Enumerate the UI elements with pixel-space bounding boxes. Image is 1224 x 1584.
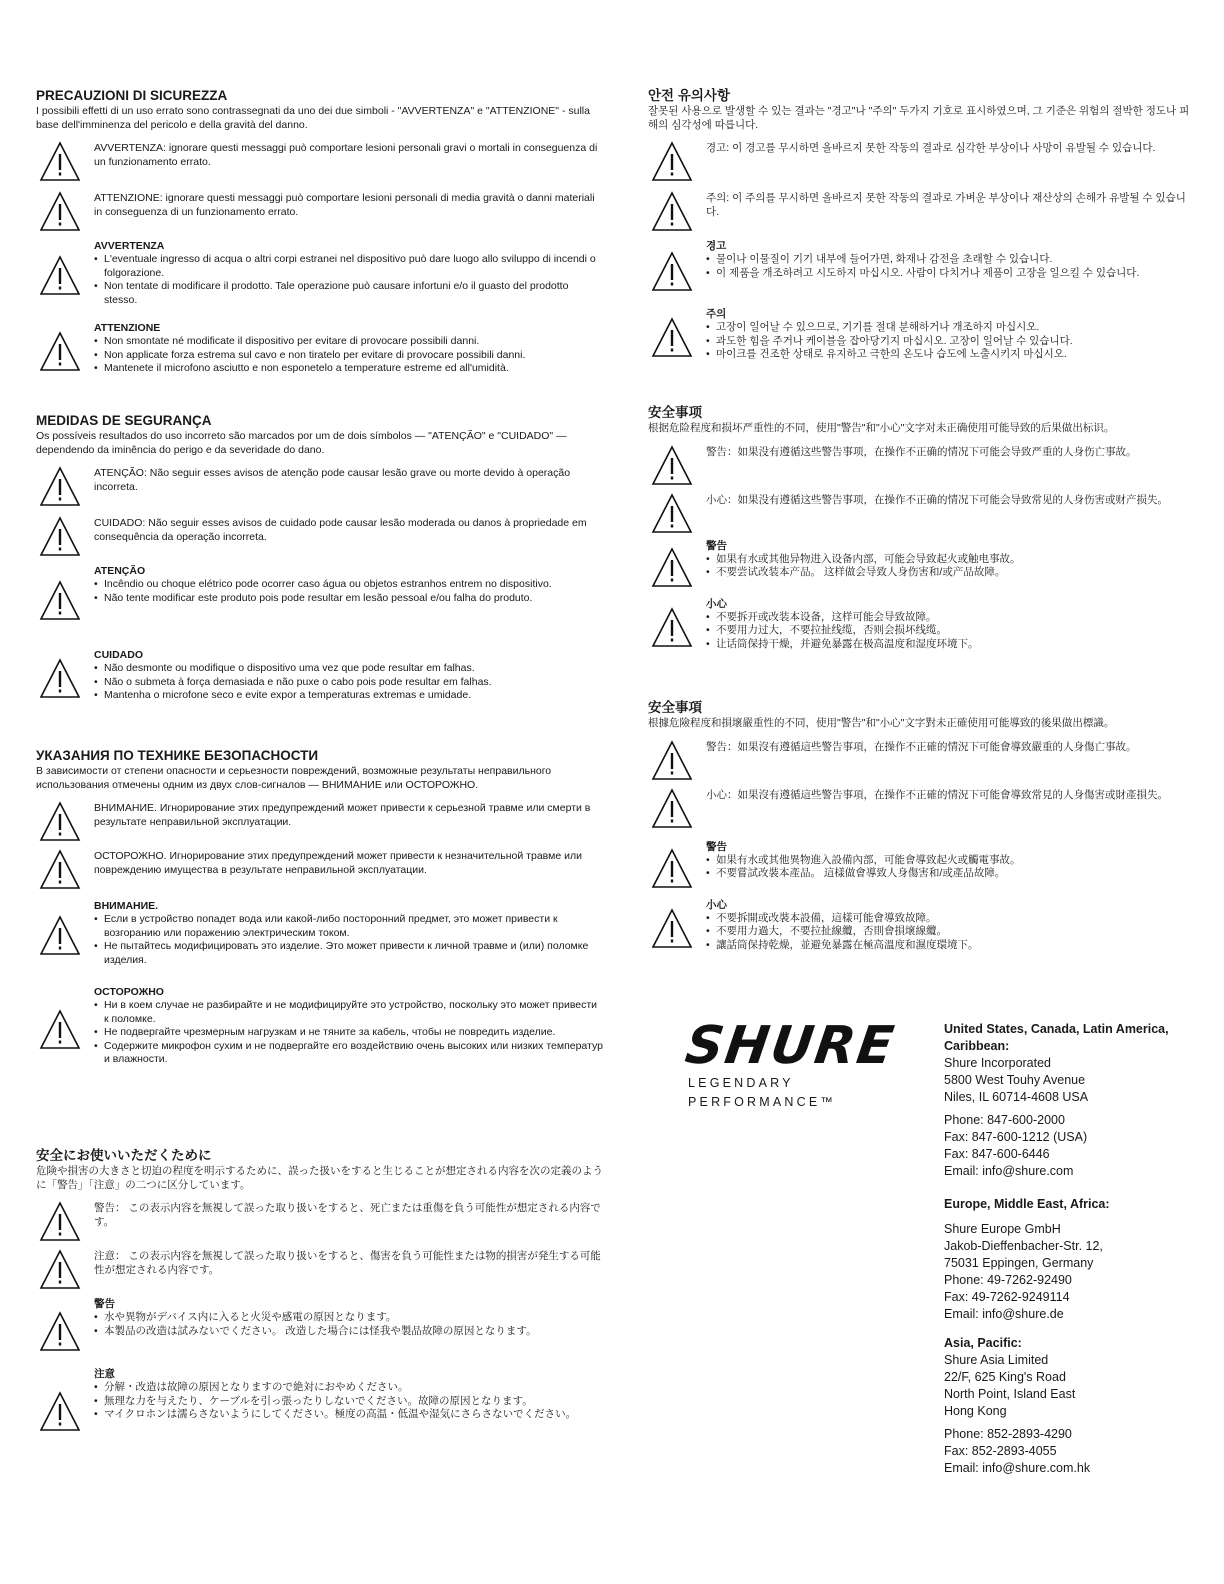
caution-triangle-icon <box>38 190 82 234</box>
address-line: Shure Europe GmbH <box>944 1222 1061 1236</box>
caution-definition: ОСТОРОЖНО. Игнорирование этих предупреждений может привести к незначительной травме или повреждению имущества в результате неправильной эксплуатации. <box>94 850 582 876</box>
address-line: North Point, Island East <box>944 1387 1076 1401</box>
contact-heading: United States, Canada, Latin America, Caribbean: <box>944 1022 1169 1053</box>
section-russian <box>36 748 604 1148</box>
warning-list <box>94 913 604 967</box>
contact-line: Phone: 49-7262-92490 <box>944 1273 1072 1287</box>
list-item: • 마이크를 건조한 상태로 유지하고 극한의 온도나 습도에 노출시키지 마십시오. <box>706 348 1196 362</box>
warning-triangle-icon <box>650 847 694 891</box>
warning-definition: ATENÇÃO: Não seguir esses avisos de atenção pode causar lesão grave ou morte devido à operação incorreta. <box>94 467 571 493</box>
caution-triangle-icon <box>38 330 82 374</box>
warning-triangle-icon <box>650 444 694 488</box>
list-item: • 과도한 힘을 주거나 케이블을 잡아당기지 마십시오. 고장이 일어날 수 있습니다. <box>706 335 1196 349</box>
caution-triangle-icon <box>38 657 82 701</box>
section-title: PRECAUZIONI DI SICUREZZA <box>36 88 228 103</box>
caution-definition: 주의: 이 주의를 무시하면 올바르지 못한 작동의 결과로 가벼운 부상이나 재산상의 손해가 유발될 수 있습니다. <box>706 192 1186 218</box>
list-item: • Non applicate forza estrema sul cavo e non tiratelo per evitare di provocare possibili danni. <box>94 349 604 363</box>
contact-asia <box>944 1335 1184 1477</box>
warning-heading: AVVERTENZA <box>94 240 165 252</box>
section-intro: Os possíveis resultados do uso incorreto são marcados por um de dois símbolos — "ATENÇÃO" e "CUIDADO" — dependendo da iminência do perigo e da severidade do dano. <box>36 430 567 456</box>
caution-definition: CUIDADO: Não seguir esses avisos de cuidado pode causar lesão moderada ou danos à propriedade em consequência da operação incorreta. <box>94 517 587 543</box>
section-intro: 根據危險程度和損壞嚴重性的不同，使用"警告"和"小心"文字對未正確使用可能導致的後果做出標識。 <box>648 717 1115 729</box>
logo-wordmark: SHURE <box>681 1016 899 1076</box>
warning-triangle-icon <box>38 800 82 844</box>
caution-heading: ATTENZIONE <box>94 322 161 334</box>
caution-list <box>706 611 1196 652</box>
shure-logo <box>681 1016 916 1112</box>
list-item: • 分解・改造は故障の原因となりますので絶対におやめください。 <box>94 1381 604 1395</box>
section-intro: 危険や損害の大きさと切迫の程度を明示するために、誤った扱いをすると生じることが想定される内容を次の定義のように「警告」「注意」の二つに区分しています。 <box>36 1165 603 1191</box>
warning-heading: ATENÇÃO <box>94 565 146 577</box>
caution-triangle-icon <box>38 1008 82 1052</box>
caution-triangle-icon <box>650 316 694 360</box>
list-item: • 如果有水或其他异物进入设备内部，可能会导致起火或触电事故。 <box>706 553 1196 567</box>
list-item: • 고장이 일어날 수 있으므로, 기기를 절대 분해하거나 개조하지 마십시오. <box>706 321 1196 335</box>
warning-definition: 警告： この表示内容を無視して誤った取り扱いをすると、死亡または重傷を負う可能性が想定される内容です。 <box>94 1202 601 1228</box>
caution-heading: 小心 <box>706 898 727 911</box>
section-intro: В зависимости от степени опасности и серьезности повреждений, возможные результаты неправильного использования отмечены одним из двух слов-сигналов — ВНИМАНИЕ или ОСТОРОЖНО. <box>36 765 552 791</box>
list-item: • Не подвергайте чрезмерным нагрузкам и не тяните за кабель, чтобы не повредить изделие. <box>94 1026 604 1040</box>
list-item: • 不要拆开或改装本设备，这样可能会导致故障。 <box>706 611 1196 625</box>
address-line: 22/F, 625 King's Road <box>944 1370 1066 1384</box>
warning-list <box>706 253 1196 280</box>
caution-list <box>706 321 1196 362</box>
contact-line: Phone: 847-600-2000 <box>944 1113 1065 1127</box>
warning-heading: 警告 <box>94 1298 115 1310</box>
warning-definition: ВНИМАНИЕ. Игнорирование этих предупреждений может привести к серьезной травме или смерти в результате неправильной эксплуатации. <box>94 802 591 828</box>
list-item: • マイクロホンは濡らさないようにしてください。極度の高温・低温や湿気にさらさないでください。 <box>94 1408 604 1422</box>
list-item: • Non smontate né modificate il dispositivo per evitare di provocare possibili danni. <box>94 335 604 349</box>
contact-line: Email: info@shure.com <box>944 1164 1074 1178</box>
warning-triangle-icon <box>38 1310 82 1354</box>
section-intro: 根据危险程度和损坏严重性的不同，使用"警告"和"小心"文字对未正确使用可能导致的后果做出标识。 <box>648 422 1115 434</box>
contact-line: Fax: 847-600-1212 (USA) <box>944 1130 1088 1144</box>
contact-us <box>944 1021 1184 1180</box>
list-item: • 不要拆開或改裝本設備，這樣可能會導致故障。 <box>706 912 1196 926</box>
warning-triangle-icon <box>38 579 82 623</box>
list-item: • Ни в коем случае не разбирайте и не модифицируйте это устройство, поскольку это может привести к поломке. <box>94 999 604 1026</box>
contact-heading: Europe, Middle East, Africa: <box>944 1197 1110 1211</box>
warning-list <box>706 553 1196 580</box>
list-item: • Содержите микрофон сухим и не подвергайте его воздействию очень высоких или низких температур и влажности. <box>94 1040 604 1067</box>
address-line: 5800 West Touhy Avenue <box>944 1073 1086 1087</box>
warning-list <box>706 854 1196 881</box>
contact-line: Phone: 852-2893-4290 <box>944 1427 1072 1441</box>
section-korean <box>648 88 1196 405</box>
caution-triangle-icon <box>650 492 694 536</box>
caution-heading: 小心 <box>706 597 727 610</box>
warning-definition: 警告：如果沒有遵循這些警告事項，在操作不正確的情況下可能會導致嚴重的人身傷亡事故。 <box>706 740 1137 753</box>
list-item: • 無理な力を与えたり、ケーブルを引っ張ったりしないでください。故障の原因となります。 <box>94 1395 604 1409</box>
caution-heading: 주의 <box>706 308 727 320</box>
warning-heading: 警告 <box>706 539 727 552</box>
list-item: • Non tentate di modificare il prodotto. Tale operazione può causare infortuni e/o il guasto del prodotto stesso. <box>94 280 604 307</box>
warning-list <box>94 1311 604 1338</box>
address-line: Shure Asia Limited <box>944 1353 1049 1367</box>
list-item: • Não desmonte ou modifique o dispositivo uma vez que pode resultar em falhas. <box>94 662 604 676</box>
section-title: 安全事项 <box>648 405 702 420</box>
warning-triangle-icon <box>650 250 694 294</box>
list-item: • 让话筒保持干燥，并避免暴露在极高温度和湿度环境下。 <box>706 638 1196 652</box>
list-item: • 不要嘗試改裝本產品。 這樣做會導致人身傷害和/或產品故障。 <box>706 867 1196 881</box>
contact-heading: Asia, Pacific: <box>944 1336 1022 1350</box>
list-item: • 讓話筒保持乾燥，並避免暴露在極高溫度和濕度環境下。 <box>706 939 1196 953</box>
address-line: 75031 Eppingen, Germany <box>944 1256 1094 1270</box>
section-title: 安全事項 <box>648 700 702 715</box>
warning-definition: 경고: 이 경고를 무시하면 올바르지 못한 작동의 결과로 심각한 부상이나 사망이 유발될 수 있습니다. <box>706 142 1156 154</box>
caution-heading: ОСТОРОЖНО <box>94 986 164 998</box>
warning-triangle-icon <box>650 546 694 590</box>
caution-list <box>706 912 1196 953</box>
list-item: • 不要用力过大，不要拉扯线缆，否则会损坏线缆。 <box>706 624 1196 638</box>
caution-triangle-icon <box>38 1248 82 1292</box>
caution-triangle-icon <box>650 907 694 951</box>
caution-heading: CUIDADO <box>94 649 143 661</box>
caution-triangle-icon <box>38 1390 82 1434</box>
section-chinese-traditional <box>648 700 1196 952</box>
warning-triangle-icon <box>38 465 82 509</box>
warning-triangle-icon <box>650 140 694 184</box>
contact-line: Fax: 847-600-6446 <box>944 1147 1050 1161</box>
list-item: • 如果有水或其他異物進入設備內部，可能會導致起火或觸電事故。 <box>706 854 1196 868</box>
caution-triangle-icon <box>650 606 694 650</box>
warning-heading: ВНИМАНИЕ. <box>94 900 159 912</box>
warning-triangle-icon <box>38 1200 82 1244</box>
caution-list <box>94 999 604 1067</box>
list-item: • Если в устройство попадет вода или какой-либо посторонний предмет, это может привести к возгоранию или поражению электрическим током. <box>94 913 604 940</box>
warning-triangle-icon <box>38 140 82 184</box>
caution-list <box>94 662 604 703</box>
warning-triangle-icon <box>650 739 694 783</box>
section-intro: I possibili effetti di un uso errato sono contrassegnati da uno dei due simboli - "AVVERTENZA" e "ATTENZIONE" - sulla base dell'imminenza del pericolo e della gravità del danno. <box>36 105 590 131</box>
warning-list <box>94 578 604 605</box>
section-portuguese <box>36 413 604 748</box>
contact-line: Email: info@shure.com.hk <box>944 1461 1091 1475</box>
section-title: 안전 유의사항 <box>648 88 730 103</box>
list-item: • 물이나 이물질이 기기 내부에 들어가면, 화재나 감전을 초래할 수 있습니다. <box>706 253 1196 267</box>
caution-triangle-icon <box>38 848 82 892</box>
warning-heading: 警告 <box>706 840 727 853</box>
list-item: • 이 제품을 개조하려고 시도하지 마십시오. 사람이 다치거나 제품이 고장을 일으킬 수 있습니다. <box>706 267 1196 281</box>
section-japanese <box>36 1148 604 1422</box>
list-item: • Mantenete il microfono asciutto e non esponetelo a temperature estreme ed all'umidità. <box>94 362 604 376</box>
tagline-line1: LEGENDARY <box>688 1076 794 1090</box>
list-item: • Mantenha o microfone seco e evite expor a temperaturas extremas e umidade. <box>94 689 604 703</box>
tagline-line2: PERFORMANCE™ <box>688 1095 837 1109</box>
list-item: • Não tente modificar este produto pois pode resultar em lesão pessoal e/ou falha do produto. <box>94 592 604 606</box>
caution-list <box>94 335 604 376</box>
contact-line: Fax: 852-2893-4055 <box>944 1444 1057 1458</box>
list-item: • Incêndio ou choque elétrico pode ocorrer caso água ou objetos estranhos entrem no dispositivo. <box>94 578 604 592</box>
warning-definition: AVVERTENZA: ignorare questi messaggi può comportare lesioni personali gravi o mortali in conseguenza di un funzionamento errato. <box>94 142 598 168</box>
contact-europe <box>944 1196 1184 1323</box>
address-line: Jakob-Dieffenbacher-Str. 12, <box>944 1239 1103 1253</box>
address-line: Shure Incorporated <box>944 1056 1052 1070</box>
address-line: Niles, IL 60714-4608 USA <box>944 1090 1089 1104</box>
section-italian <box>36 88 604 413</box>
warning-triangle-icon <box>38 254 82 298</box>
caution-list <box>94 1381 604 1422</box>
warning-definition: 警告：如果没有遵循这些警告事项，在操作不正确的情况下可能会导致严重的人身伤亡事故。 <box>706 445 1137 458</box>
caution-definition: 小心：如果没有遵循这些警告事项，在操作不正确的情况下可能会导致常见的人身伤害或财产损失。 <box>706 493 1168 506</box>
list-item: • 水や異物がデバイス内に入ると火災や感電の原因となります。 <box>94 1311 604 1325</box>
section-title: 安全にお使いいただくために <box>36 1148 212 1163</box>
list-item: • 不要用力過大，不要拉扯線纜，否則會損壞線纜。 <box>706 925 1196 939</box>
caution-heading: 注意 <box>94 1368 115 1380</box>
caution-triangle-icon <box>38 515 82 559</box>
caution-definition: ATTENZIONE: ignorare questi messaggi può comportare lesioni personali di media gravità o danni materiali in conseguenza di un funzionamento errato. <box>94 192 595 218</box>
section-intro: 잘못된 사용으로 발생할 수 있는 결과는 "경고"나 "주의" 두가지 기호로 표시하였으며, 그 기준은 위험의 절박한 정도나 피해의 심각성에 따릅니다. <box>648 105 1190 131</box>
list-item: • Не пытайтесь модифицировать это изделие. Это может привести к личной травме и (или) поломке изделия. <box>94 940 604 967</box>
caution-definition: 注意： この表示内容を無視して誤った取り扱いをすると、傷害を負う可能性または物的損害が発生する可能性が想定される内容です。 <box>94 1250 601 1276</box>
list-item: • L'eventuale ingresso di acqua o altri corpi estranei nel dispositivo può dare luogo allo sviluppo di incendi o folgorazione. <box>94 253 604 280</box>
list-item: • 不要尝试改装本产品。 这样做会导致人身伤害和/或产品故障。 <box>706 566 1196 580</box>
warning-triangle-icon <box>38 914 82 958</box>
address-line: Hong Kong <box>944 1404 1007 1418</box>
warning-list <box>94 253 604 307</box>
list-item: • 本製品の改造は試みないでください。 改造した場合には怪我や製品故障の原因となります。 <box>94 1325 604 1339</box>
caution-triangle-icon <box>650 787 694 831</box>
caution-definition: 小心：如果沒有遵循這些警告事項，在操作不正確的情況下可能會導致常見的人身傷害或財產損失。 <box>706 788 1168 801</box>
section-title: MEDIDAS DE SEGURANÇA <box>36 413 212 428</box>
warning-heading: 경고 <box>706 240 727 252</box>
section-title: УКАЗАНИЯ ПО ТЕХНИКЕ БЕЗОПАСНОСТИ <box>36 748 319 763</box>
section-chinese-simplified <box>648 405 1196 700</box>
contact-line: Email: info@shure.de <box>944 1307 1064 1321</box>
contact-line: Fax: 49-7262-9249114 <box>944 1290 1070 1304</box>
list-item: • Não o submeta à força demasiada e não puxe o cabo pois pode resultar em falhas. <box>94 676 604 690</box>
caution-triangle-icon <box>650 190 694 234</box>
